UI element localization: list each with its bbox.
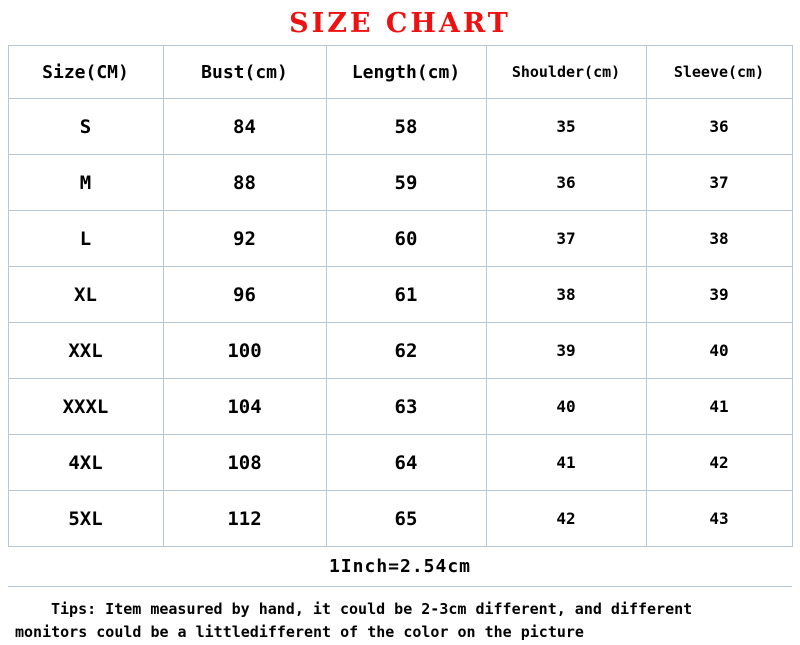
table-row <box>8 99 792 155</box>
column-header-size: Size(CM) <box>8 46 163 99</box>
cell-size: L <box>8 211 163 267</box>
cell-bust: 100 <box>163 323 326 379</box>
column-header-length: Length(cm) <box>326 46 486 99</box>
cell-size: M <box>8 155 163 211</box>
cell-bust: 104 <box>163 379 326 435</box>
cell-sleeve: 37 <box>646 155 792 211</box>
cell-bust: 112 <box>163 491 326 547</box>
cell-sleeve: 43 <box>646 491 792 547</box>
cell-sleeve: 39 <box>646 267 792 323</box>
cell-size: XXL <box>8 323 163 379</box>
cell-shoulder: 36 <box>486 155 646 211</box>
cell-shoulder: 35 <box>486 99 646 155</box>
table-row <box>8 491 792 547</box>
cell-size: 5XL <box>8 491 163 547</box>
cell-bust: 88 <box>163 155 326 211</box>
table-row <box>8 323 792 379</box>
cell-shoulder: 38 <box>486 267 646 323</box>
cell-sleeve: 41 <box>646 379 792 435</box>
cell-bust: 108 <box>163 435 326 491</box>
inch-conversion-note: 1Inch=2.54cm <box>328 556 472 577</box>
cell-length: 62 <box>326 323 486 379</box>
cell-length: 64 <box>326 435 486 491</box>
cell-bust: 84 <box>163 99 326 155</box>
table-header <box>8 46 792 99</box>
cell-size: 4XL <box>8 435 163 491</box>
cell-length: 61 <box>326 267 486 323</box>
tips-line-1: Tips: Item measured by hand, it could be 2-3cm different, and different <box>51 600 693 618</box>
cell-shoulder: 39 <box>486 323 646 379</box>
cell-length: 65 <box>326 491 486 547</box>
table-body <box>8 99 792 547</box>
cell-size: S <box>8 99 163 155</box>
cell-bust: 92 <box>163 211 326 267</box>
cell-size: XL <box>8 267 163 323</box>
cell-length: 63 <box>326 379 486 435</box>
cell-sleeve: 40 <box>646 323 792 379</box>
table-row <box>8 267 792 323</box>
table-row <box>8 379 792 435</box>
column-header-sleeve: Sleeve(cm) <box>646 46 792 99</box>
column-header-bust: Bust(cm) <box>163 46 326 99</box>
cell-shoulder: 42 <box>486 491 646 547</box>
cell-shoulder: 41 <box>486 435 646 491</box>
tips-block <box>15 587 785 645</box>
column-header-shoulder: Shoulder(cm) <box>486 46 646 99</box>
cell-sleeve: 36 <box>646 99 792 155</box>
cell-length: 58 <box>326 99 486 155</box>
cell-bust: 96 <box>163 267 326 323</box>
cell-shoulder: 37 <box>486 211 646 267</box>
table-header-row <box>8 46 792 99</box>
cell-size: XXXL <box>8 379 163 435</box>
cell-sleeve: 42 <box>646 435 792 491</box>
page-title: SIZE CHART <box>289 8 511 39</box>
cell-sleeve: 38 <box>646 211 792 267</box>
cell-length: 59 <box>326 155 486 211</box>
cell-shoulder: 40 <box>486 379 646 435</box>
table-row <box>8 155 792 211</box>
tips-line-2: monitors could be a littledifferent of the color on the picture <box>15 623 584 642</box>
table-row <box>8 435 792 491</box>
size-chart-table <box>8 45 793 547</box>
table-row <box>8 211 792 267</box>
cell-length: 60 <box>326 211 486 267</box>
